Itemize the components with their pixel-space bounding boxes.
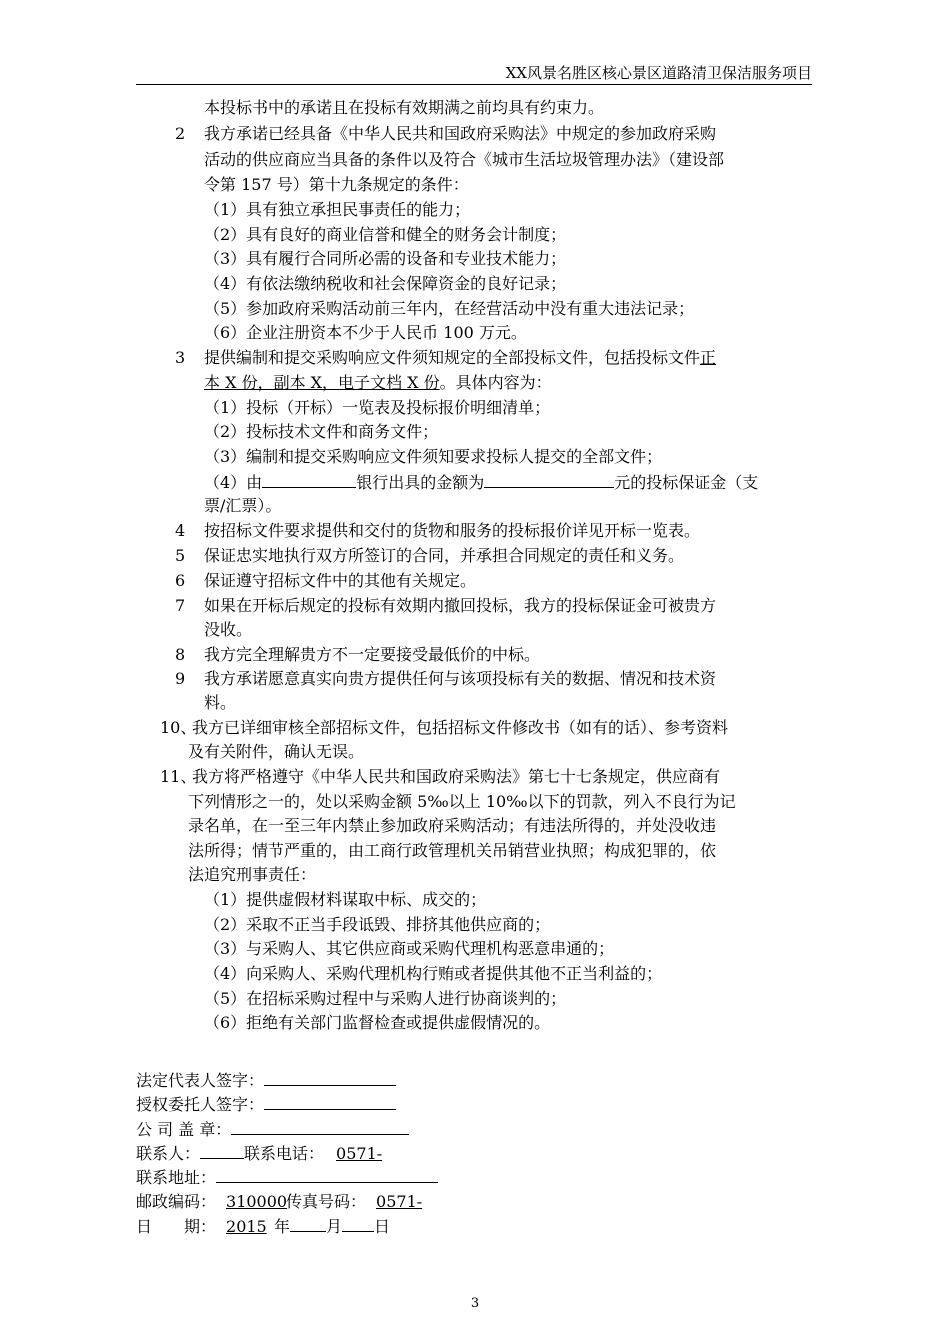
- item-11-line: 下列情形之一的，处以采购金额 5‰以上 10‰以下的罚款，列入不良行为记: [188, 792, 736, 811]
- date-row: [136, 1214, 390, 1239]
- authorized-row: [136, 1092, 396, 1117]
- year-field[interactable]: 2015: [226, 1217, 267, 1236]
- item-3-sub4-text: （4）由: [204, 473, 263, 492]
- date-label: 日 期：: [136, 1217, 217, 1236]
- page-number: 3: [470, 1296, 480, 1311]
- contact-label: 联系人：: [136, 1144, 201, 1163]
- item-3-sub-4: [204, 470, 758, 495]
- item-11-sub: （2）采取不正当手段诋毁、排挤其他供应商的；: [204, 915, 551, 934]
- item-3-sub: （1）投标（开标）一览表及投标报价明细清单；: [204, 398, 551, 417]
- item-3-number: 3: [175, 348, 186, 367]
- item-3-copies-underlined: 本 X 份，副本 X，电子文档 X 份: [204, 373, 440, 392]
- item-3-sub4-text: 元的投标保证金（支: [614, 473, 759, 492]
- item-11-line: 录名单，在一至三年内禁止参加政府采购活动；有违法所得的，并处没收违: [188, 816, 717, 835]
- item-5-text: 保证忠实地执行双方所签订的合同，并承担合同规定的责任和义务。: [204, 546, 685, 565]
- item-3-sub4-text: 银行出具的金额为: [356, 473, 485, 492]
- authorized-signature-blank[interactable]: [264, 1092, 396, 1110]
- item-2-sub: （6）企业注册资本不少于人民币 100 万元。: [204, 323, 527, 342]
- item-2-sub: （1）具有独立承担民事责任的能力；: [204, 200, 471, 219]
- item-2-sub: （2）具有良好的商业信誉和健全的财务会计制度；: [204, 225, 567, 244]
- item-11-sub: （6）拒绝有关部门监督检查或提供虚假情况的。: [204, 1013, 551, 1032]
- item-7-line: 如果在开标后规定的投标有效期内撤回投标，我方的投标保证金可被贵方: [204, 596, 717, 615]
- address-label: 联系地址：: [136, 1168, 217, 1187]
- year-unit: 年: [274, 1217, 291, 1236]
- item-11-sub: （3）与采购人、其它供应商或采购代理机构恶意串通的；: [204, 939, 615, 958]
- company-seal-row: [136, 1117, 409, 1142]
- guarantee-amount-blank[interactable]: [484, 470, 614, 488]
- contact-row: [136, 1141, 476, 1166]
- phone-field[interactable]: 0571-: [336, 1144, 383, 1163]
- company-seal-label: 公 司 盖 章：: [136, 1120, 232, 1139]
- item-5-number: 5: [175, 546, 186, 565]
- item-4-number: 4: [175, 521, 186, 540]
- address-row: [136, 1165, 438, 1190]
- month-unit: 月: [326, 1217, 343, 1236]
- item-7-number: 7: [175, 596, 186, 615]
- item-10-line: 及有关附件，确认无误。: [188, 742, 365, 761]
- item-6-number: 6: [175, 571, 186, 590]
- item-11-line: 我方将严格遵守《中华人民共和国政府采购法》第七十七条规定，供应商有: [192, 767, 721, 786]
- item-7-line: 没收。: [204, 620, 253, 639]
- item-11-line: 法所得；情节严重的，由工商行政管理机关吊销营业执照；构成犯罪的，依: [188, 841, 717, 860]
- bank-name-blank[interactable]: [262, 470, 356, 488]
- legal-rep-label: 法定代表人签字：: [136, 1071, 265, 1090]
- company-seal-blank[interactable]: [231, 1117, 409, 1135]
- item-11-sub: （1）提供虚假材料谋取中标、成交的；: [204, 890, 487, 909]
- postcode-label: 邮政编码：: [136, 1192, 217, 1211]
- intro-line: 本投标书中的承诺且在投标有效期满之前均具有约束力。: [204, 98, 605, 117]
- fax-label: 传真号码：: [286, 1192, 367, 1211]
- day-blank[interactable]: [342, 1214, 374, 1232]
- item-4-text: 按招标文件要求提供和交付的货物和服务的投标报价详见开标一览表。: [204, 521, 701, 540]
- item-9-number: 9: [175, 669, 186, 688]
- item-2-line: 活动的供应商应当具备的条件以及符合《城市生活垃圾管理办法》（建设部: [204, 150, 725, 169]
- item-9-line: 我方承诺愿意真实向贵方提供任何与该项投标有关的数据、情况和技术资: [204, 669, 717, 688]
- item-2-sub: （5）参加政府采购活动前三年内，在经营活动中没有重大违法记录；: [204, 299, 695, 318]
- item-3-text: 。具体内容为：: [439, 373, 552, 392]
- item-10-number: 10、: [160, 718, 197, 737]
- item-8-text: 我方完全理解贵方不一定要接受最低价的中标。: [204, 645, 541, 664]
- postcode-field[interactable]: 310000: [226, 1192, 288, 1211]
- item-9-line: 料。: [204, 693, 237, 712]
- item-3-sub: （3）编制和提交采购响应文件须知要求投标人提交的全部文件；: [204, 447, 663, 466]
- fax-field[interactable]: 0571-: [376, 1192, 423, 1211]
- postcode-row: [136, 1190, 518, 1214]
- item-3-line-2: [204, 371, 552, 395]
- address-blank[interactable]: [216, 1165, 438, 1183]
- item-3-line-1: [204, 346, 716, 370]
- item-10-line: 我方已详细审核全部招标文件，包括招标文件修改书（如有的话）、参考资料: [192, 718, 729, 737]
- item-2-line: 我方承诺已经具备《中华人民共和国政府采购法》中规定的参加政府采购: [204, 124, 717, 143]
- day-unit: 日: [374, 1217, 391, 1236]
- contact-blank[interactable]: [200, 1141, 244, 1159]
- page-header: XX风景名胜区核心景区道路清卫保洁服务项目: [136, 62, 812, 85]
- item-11-line: 法追究刑事责任：: [188, 865, 317, 884]
- item-11-sub: （4）向采购人、采购代理机构行贿或者提供其他不正当利益的；: [204, 964, 663, 983]
- month-blank[interactable]: [290, 1214, 326, 1232]
- item-2-sub: （3）具有履行合同所必需的设备和专业技术能力；: [204, 249, 567, 268]
- phone-label: 联系电话：: [244, 1144, 325, 1163]
- item-11-number: 11、: [160, 767, 197, 786]
- legal-rep-row: [136, 1068, 396, 1093]
- item-2-line: 令第 157 号）第十九条规定的条件：: [204, 175, 469, 194]
- item-2-number: 2: [175, 124, 186, 143]
- legal-rep-signature-blank[interactable]: [264, 1068, 396, 1086]
- item-3-sub-4-cont: 票/汇票）。: [204, 496, 282, 515]
- item-3-text: 提供编制和提交采购响应文件须知规定的全部投标文件，包括投标文件: [204, 348, 701, 367]
- item-2-sub: （4）有依法缴纳税收和社会保障资金的良好记录；: [204, 274, 567, 293]
- item-3-copies-underlined: 正: [700, 348, 717, 367]
- item-11-sub: （5）在招标采购过程中与采购人进行协商谈判的；: [204, 989, 567, 1008]
- item-3-sub: （2）投标技术文件和商务文件；: [204, 422, 439, 441]
- authorized-label: 授权委托人签字：: [136, 1095, 265, 1114]
- item-8-number: 8: [175, 645, 186, 664]
- item-6-text: 保证遵守招标文件中的其他有关规定。: [204, 571, 477, 590]
